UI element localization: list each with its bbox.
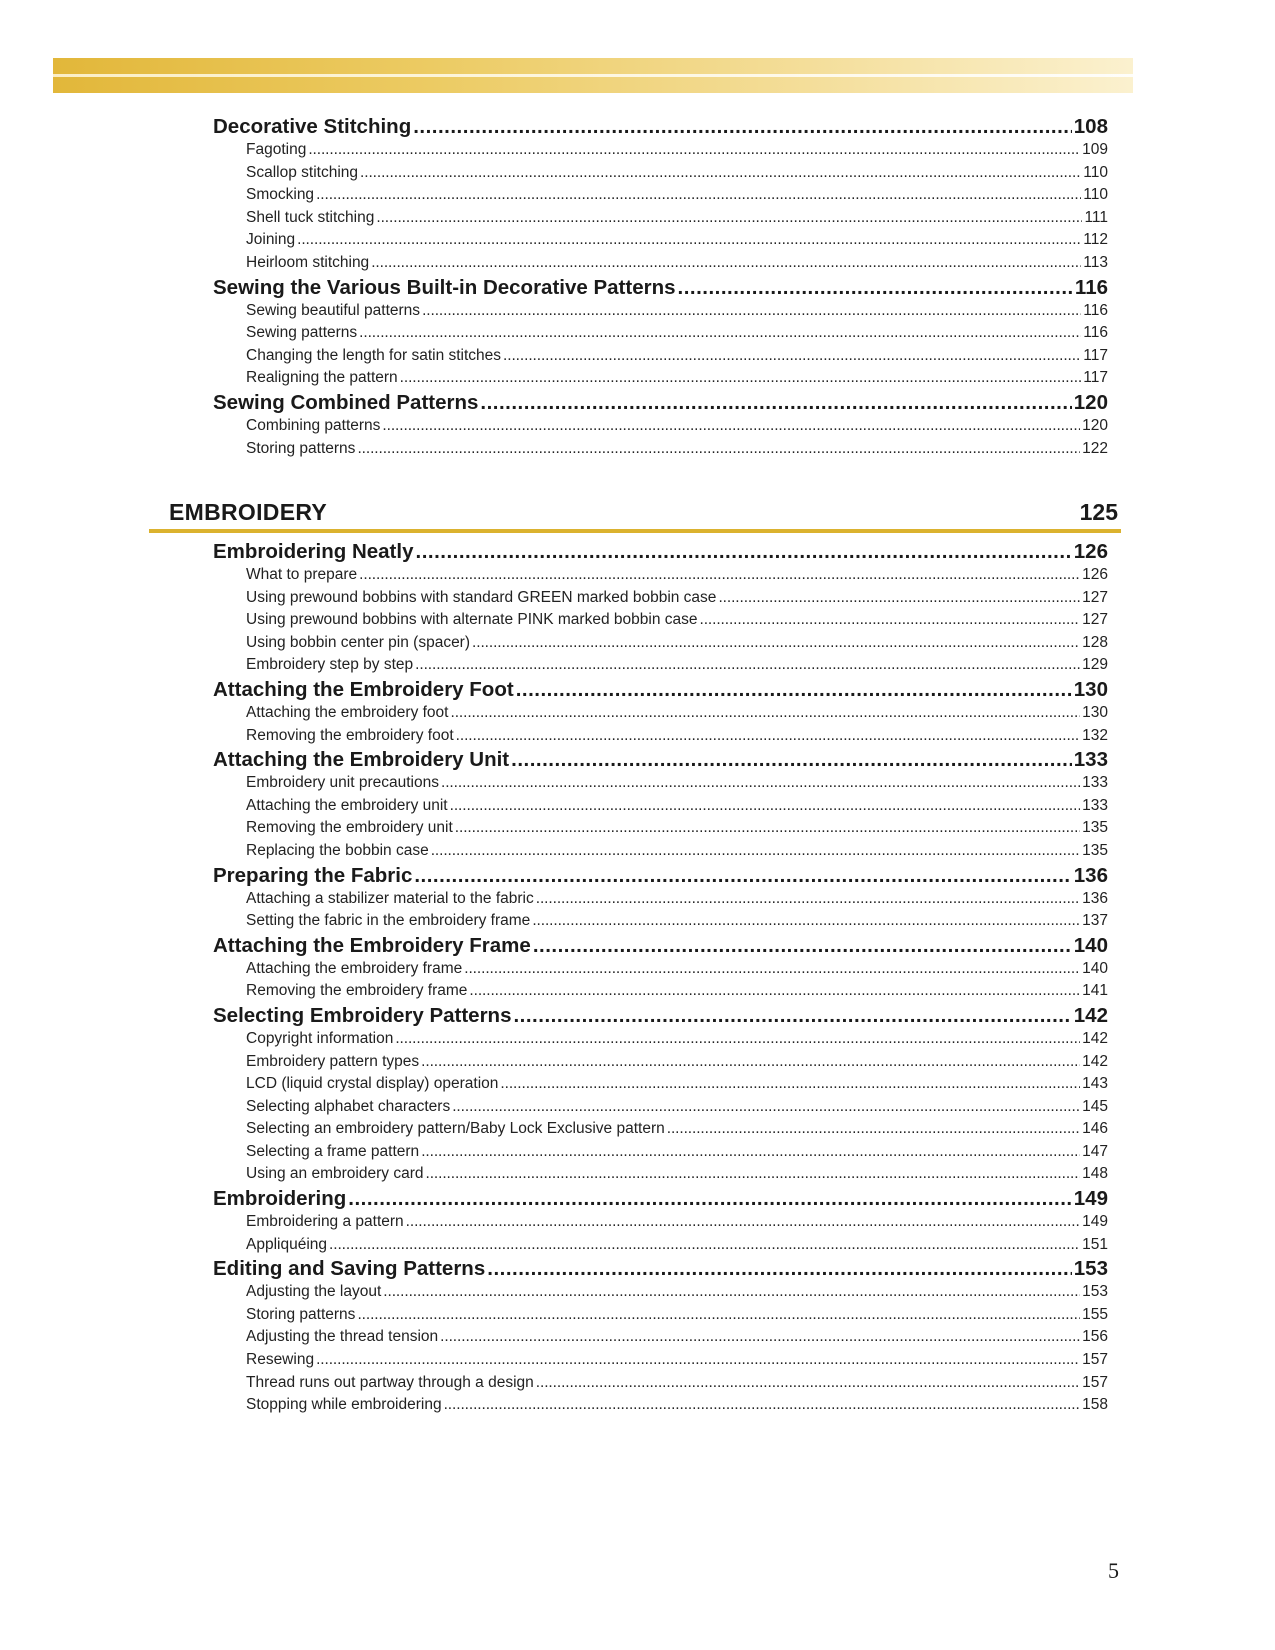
dot-leader bbox=[464, 958, 1080, 981]
toc-item-entry[interactable] bbox=[246, 1051, 1108, 1074]
toc-item-entry[interactable] bbox=[246, 910, 1108, 933]
toc-item-title: LCD (liquid crystal display) operation bbox=[246, 1075, 499, 1093]
toc-item-entry[interactable] bbox=[246, 725, 1108, 748]
toc-item-page: 116 bbox=[1083, 301, 1108, 319]
dot-leader bbox=[718, 587, 1080, 610]
toc-item-entry[interactable] bbox=[246, 564, 1108, 587]
toc-item-page: 157 bbox=[1082, 1351, 1108, 1369]
toc-section-entry[interactable] bbox=[213, 539, 1108, 564]
toc-item-entry[interactable] bbox=[246, 1073, 1108, 1096]
toc-section-title: Embroidering Neatly bbox=[213, 540, 414, 563]
toc-item-page: 126 bbox=[1082, 566, 1108, 583]
toc-item-page: 147 bbox=[1082, 1142, 1108, 1160]
toc-section-title: Selecting Embroidery Patterns bbox=[213, 1003, 512, 1027]
dot-leader bbox=[455, 817, 1080, 840]
toc-item-title: Joining bbox=[246, 231, 296, 249]
toc-item-title: Shell tuck stitching bbox=[246, 208, 375, 226]
toc-item-page: 146 bbox=[1082, 1120, 1108, 1138]
toc-item-title: Embroidery unit precautions bbox=[246, 774, 439, 792]
toc-item-page: 151 bbox=[1082, 1235, 1108, 1253]
dot-leader bbox=[360, 162, 1081, 185]
dot-leader bbox=[440, 1326, 1080, 1349]
dot-leader bbox=[316, 184, 1081, 207]
toc-item-entry[interactable] bbox=[246, 1096, 1108, 1119]
dot-leader bbox=[678, 275, 1073, 300]
toc-item-entry[interactable] bbox=[246, 322, 1108, 345]
toc-item-page: 113 bbox=[1083, 253, 1108, 271]
toc-lower-sections bbox=[0, 539, 1275, 1417]
toc-item-page: 140 bbox=[1082, 959, 1108, 977]
dot-leader bbox=[441, 772, 1080, 795]
toc-section-page: 130 bbox=[1073, 677, 1108, 701]
dot-leader bbox=[516, 677, 1072, 702]
dot-leader bbox=[500, 1073, 1080, 1096]
toc-item-page: 132 bbox=[1082, 726, 1108, 744]
toc-item-page: 120 bbox=[1082, 416, 1108, 434]
toc-item-page: 158 bbox=[1082, 1396, 1108, 1414]
toc-item-title: Storing patterns bbox=[246, 1305, 356, 1323]
toc-item-page: 142 bbox=[1082, 1052, 1108, 1070]
dot-leader bbox=[376, 207, 1082, 230]
toc-item-title: Selecting an embroidery pattern/Baby Lock Exclusive pattern bbox=[246, 1120, 665, 1138]
toc-item-page: 122 bbox=[1082, 439, 1108, 457]
toc-section-entry[interactable] bbox=[213, 1256, 1108, 1281]
toc-item-title: Setting the fabric in the embroidery frame bbox=[246, 912, 531, 930]
toc-section-entry[interactable] bbox=[213, 747, 1108, 772]
dot-leader bbox=[425, 1163, 1080, 1186]
toc-section-page: 149 bbox=[1073, 1187, 1108, 1211]
dot-leader bbox=[699, 609, 1080, 632]
dot-leader bbox=[456, 725, 1080, 748]
toc-item-entry[interactable] bbox=[246, 702, 1108, 725]
dot-leader bbox=[395, 1028, 1080, 1051]
toc-item-page: 156 bbox=[1082, 1328, 1108, 1346]
toc-item-page: 149 bbox=[1082, 1213, 1108, 1231]
dot-leader bbox=[359, 564, 1080, 587]
chapter-page-number: 125 bbox=[1079, 499, 1118, 525]
toc-section-entry[interactable] bbox=[213, 1003, 1108, 1028]
dot-leader bbox=[450, 702, 1080, 725]
dot-leader bbox=[469, 980, 1080, 1003]
toc-item-page: 109 bbox=[1082, 141, 1108, 158]
toc-item-entry[interactable] bbox=[246, 300, 1108, 323]
dot-leader bbox=[450, 795, 1081, 818]
toc-item-page: 155 bbox=[1082, 1305, 1108, 1323]
toc-item-title: Heirloom stitching bbox=[246, 253, 370, 271]
toc-item-page: 130 bbox=[1082, 703, 1108, 721]
chapter-title[interactable]: EMBROIDERY bbox=[169, 499, 328, 525]
toc-section-title: Attaching the Embroidery Frame bbox=[213, 933, 531, 957]
toc-item-page: 128 bbox=[1082, 633, 1108, 651]
page-number: 5 bbox=[1108, 1558, 1119, 1583]
toc-item-page: 142 bbox=[1082, 1029, 1108, 1047]
toc-item-title: Fagoting bbox=[246, 141, 307, 158]
toc-item-title: Using bobbin center pin (spacer) bbox=[246, 633, 471, 651]
dot-leader bbox=[348, 1186, 1072, 1211]
toc-item-title: Adjusting the layout bbox=[246, 1283, 382, 1301]
toc-item-page: 133 bbox=[1082, 774, 1108, 792]
toc-item-entry[interactable] bbox=[246, 654, 1108, 677]
toc-section-page: 133 bbox=[1073, 748, 1108, 772]
dot-leader bbox=[421, 1141, 1080, 1164]
toc-section-title: Attaching the Embroidery Unit bbox=[213, 748, 510, 772]
toc-section-page: 120 bbox=[1073, 390, 1108, 414]
toc-item-entry[interactable] bbox=[246, 1394, 1108, 1417]
toc-item-entry[interactable] bbox=[246, 184, 1108, 207]
toc-item-entry[interactable] bbox=[246, 229, 1108, 252]
dot-leader bbox=[316, 1349, 1080, 1372]
toc-section-entry[interactable] bbox=[213, 1186, 1108, 1211]
toc-item-entry[interactable] bbox=[246, 817, 1108, 840]
chapter-divider-line bbox=[149, 529, 1121, 533]
toc-item-page: 145 bbox=[1082, 1097, 1108, 1115]
toc-item-entry[interactable] bbox=[246, 609, 1108, 632]
toc-item-title: Attaching the embroidery unit bbox=[246, 796, 448, 814]
toc-item-entry[interactable] bbox=[246, 139, 1108, 162]
toc-item-entry[interactable] bbox=[246, 1028, 1108, 1051]
toc-item-page: 135 bbox=[1082, 841, 1108, 859]
toc-item-entry[interactable] bbox=[246, 207, 1108, 230]
dot-leader bbox=[667, 1118, 1080, 1141]
toc-item-entry[interactable] bbox=[246, 1326, 1108, 1349]
toc-section-title: Editing and Saving Patterns bbox=[213, 1257, 486, 1281]
toc-item-entry[interactable] bbox=[246, 252, 1108, 275]
toc-item-title: Attaching a stabilizer material to the fabric bbox=[246, 889, 534, 907]
dot-leader bbox=[532, 910, 1080, 933]
chapter-header-embroidery bbox=[0, 493, 1275, 533]
toc-item-entry[interactable] bbox=[246, 980, 1108, 1003]
dot-leader bbox=[415, 654, 1080, 677]
dot-leader bbox=[416, 539, 1072, 564]
toc-item-page: 157 bbox=[1082, 1373, 1108, 1391]
toc-item-page: 133 bbox=[1082, 796, 1108, 814]
toc-item-title: Removing the embroidery unit bbox=[246, 819, 453, 837]
toc-section-entry[interactable] bbox=[213, 677, 1108, 702]
toc-section-title: Sewing Combined Patterns bbox=[213, 390, 479, 414]
toc-item-title: Storing patterns bbox=[246, 439, 356, 457]
toc-item-entry[interactable] bbox=[246, 415, 1108, 438]
toc-item-entry[interactable] bbox=[246, 1118, 1108, 1141]
toc-item-title: Attaching the embroidery foot bbox=[246, 703, 449, 721]
dot-leader bbox=[297, 229, 1081, 252]
dot-leader bbox=[444, 1394, 1081, 1417]
toc-item-entry[interactable] bbox=[246, 1211, 1108, 1234]
toc-item-title: Embroidery pattern types bbox=[246, 1052, 420, 1070]
dot-leader bbox=[536, 888, 1080, 911]
dot-leader bbox=[406, 1211, 1080, 1234]
toc-item-entry[interactable] bbox=[246, 1372, 1108, 1395]
toc-item-entry[interactable] bbox=[246, 1234, 1108, 1257]
toc-item-title: Adjusting the thread tension bbox=[246, 1328, 439, 1346]
toc-item-page: 137 bbox=[1082, 912, 1108, 930]
toc-item-title: Using an embroidery card bbox=[246, 1165, 424, 1183]
toc-item-entry[interactable] bbox=[246, 367, 1108, 390]
toc-section-entry[interactable] bbox=[213, 933, 1108, 958]
toc-item-title: Using prewound bobbins with alternate PINK marked bobbin case bbox=[246, 611, 698, 629]
toc-item-page: 116 bbox=[1083, 324, 1108, 342]
toc-item-title: Stopping while embroidering bbox=[246, 1396, 442, 1414]
dot-leader bbox=[511, 747, 1072, 772]
toc-item-page: 117 bbox=[1083, 346, 1108, 364]
dot-leader bbox=[452, 1096, 1080, 1119]
toc-item-entry[interactable] bbox=[246, 587, 1108, 610]
toc-item-entry[interactable] bbox=[246, 772, 1108, 795]
toc-item-title: Scallop stitching bbox=[246, 163, 359, 181]
dot-leader bbox=[414, 863, 1071, 888]
toc-item-entry[interactable] bbox=[246, 1163, 1108, 1186]
toc-upper-sections bbox=[0, 114, 1275, 460]
toc-item-title: Changing the length for satin stitches bbox=[246, 346, 502, 364]
dot-leader bbox=[536, 1372, 1080, 1395]
toc-section-title: Attaching the Embroidery Foot bbox=[213, 677, 514, 701]
toc-section-page: 142 bbox=[1073, 1003, 1108, 1027]
dot-leader bbox=[308, 139, 1080, 162]
dot-leader bbox=[472, 632, 1080, 655]
toc-item-entry[interactable] bbox=[246, 345, 1108, 368]
toc-section-page: 136 bbox=[1073, 863, 1108, 887]
toc-item-title: Copyright information bbox=[246, 1029, 394, 1047]
dot-leader bbox=[513, 1003, 1071, 1028]
toc-item-page: 110 bbox=[1083, 186, 1108, 204]
toc-item-title: Sewing beautiful patterns bbox=[246, 301, 421, 319]
dot-leader bbox=[357, 438, 1080, 461]
toc-item-title: Removing the embroidery frame bbox=[246, 982, 468, 1000]
toc-section-entry[interactable] bbox=[213, 390, 1108, 415]
toc-item-title: What to prepare bbox=[246, 566, 358, 583]
toc-item-title: Removing the embroidery foot bbox=[246, 726, 454, 744]
toc-item-title: Using prewound bobbins with standard GREEN marked bobbin case bbox=[246, 588, 717, 606]
toc-item-title: Combining patterns bbox=[246, 416, 381, 434]
toc-section-page: 140 bbox=[1073, 933, 1108, 957]
dot-leader bbox=[533, 933, 1072, 958]
toc-item-page: 143 bbox=[1082, 1075, 1108, 1093]
toc-section-title: Sewing the Various Built-in Decorative Patterns bbox=[213, 275, 676, 299]
toc-item-entry[interactable] bbox=[246, 958, 1108, 981]
toc-item-page: 112 bbox=[1083, 231, 1108, 249]
toc-item-title: Attaching the embroidery frame bbox=[246, 959, 463, 977]
toc-item-page: 153 bbox=[1082, 1283, 1108, 1301]
toc-item-page: 136 bbox=[1082, 889, 1108, 907]
toc-item-page: 127 bbox=[1082, 588, 1108, 606]
toc-item-entry[interactable] bbox=[246, 1304, 1108, 1327]
toc-item-entry[interactable] bbox=[246, 1281, 1108, 1304]
toc-item-page: 135 bbox=[1082, 819, 1108, 837]
toc-item-title: Thread runs out partway through a design bbox=[246, 1373, 534, 1391]
toc-item-entry[interactable] bbox=[246, 438, 1108, 461]
dot-leader bbox=[503, 345, 1081, 368]
toc-item-title: Appliquéing bbox=[246, 1235, 328, 1253]
dot-leader bbox=[422, 300, 1081, 323]
toc-item-entry[interactable] bbox=[246, 840, 1108, 863]
toc-item-page: 148 bbox=[1082, 1165, 1108, 1183]
dot-leader bbox=[413, 114, 1072, 139]
toc-item-title: Selecting a frame pattern bbox=[246, 1142, 420, 1160]
toc-section-entry[interactable] bbox=[213, 275, 1108, 300]
dot-leader bbox=[480, 390, 1071, 415]
dot-leader bbox=[383, 1281, 1080, 1304]
toc-section-entry[interactable] bbox=[213, 114, 1108, 139]
dot-leader bbox=[431, 840, 1080, 863]
toc-item-page: 129 bbox=[1082, 656, 1108, 674]
toc-section-page: 108 bbox=[1073, 115, 1108, 138]
toc-section-title: Preparing the Fabric bbox=[213, 863, 413, 887]
toc-section-entry[interactable] bbox=[213, 863, 1108, 888]
toc-item-title: Sewing patterns bbox=[246, 324, 358, 342]
dot-leader bbox=[329, 1234, 1080, 1257]
toc-section-page: 116 bbox=[1074, 275, 1108, 299]
toc-item-page: 110 bbox=[1083, 163, 1108, 181]
toc-item-title: Embroidering a pattern bbox=[246, 1213, 404, 1231]
toc-item-entry[interactable] bbox=[246, 888, 1108, 911]
toc-item-entry[interactable] bbox=[246, 795, 1108, 818]
toc-item-entry[interactable] bbox=[246, 1349, 1108, 1372]
toc-item-page: 117 bbox=[1083, 369, 1108, 387]
toc-item-title: Smocking bbox=[246, 186, 315, 204]
dot-leader bbox=[400, 367, 1082, 390]
dot-leader bbox=[357, 1304, 1080, 1327]
toc-item-title: Replacing the bobbin case bbox=[246, 841, 429, 859]
toc-item-page: 141 bbox=[1082, 982, 1108, 1000]
header-decorative-bar bbox=[53, 58, 1133, 93]
toc-item-title: Selecting alphabet characters bbox=[246, 1097, 451, 1115]
dot-leader bbox=[487, 1256, 1072, 1281]
toc-item-title: Realigning the pattern bbox=[246, 369, 398, 387]
toc-item-entry[interactable] bbox=[246, 1141, 1108, 1164]
toc-item-page: 111 bbox=[1084, 208, 1108, 226]
toc-item-title: Resewing bbox=[246, 1351, 315, 1369]
toc-item-entry[interactable] bbox=[246, 162, 1108, 185]
toc-section-title: Decorative Stitching bbox=[213, 115, 412, 138]
dot-leader bbox=[371, 252, 1081, 275]
toc-section-page: 153 bbox=[1073, 1257, 1108, 1281]
toc-section-page: 126 bbox=[1073, 540, 1108, 563]
toc-section-title: Embroidering bbox=[213, 1187, 347, 1211]
toc-item-page: 127 bbox=[1082, 611, 1108, 629]
toc-item-entry[interactable] bbox=[246, 632, 1108, 655]
dot-leader bbox=[421, 1051, 1080, 1074]
dot-leader bbox=[382, 415, 1080, 438]
toc-item-title: Embroidery step by step bbox=[246, 656, 414, 674]
dot-leader bbox=[359, 322, 1081, 345]
